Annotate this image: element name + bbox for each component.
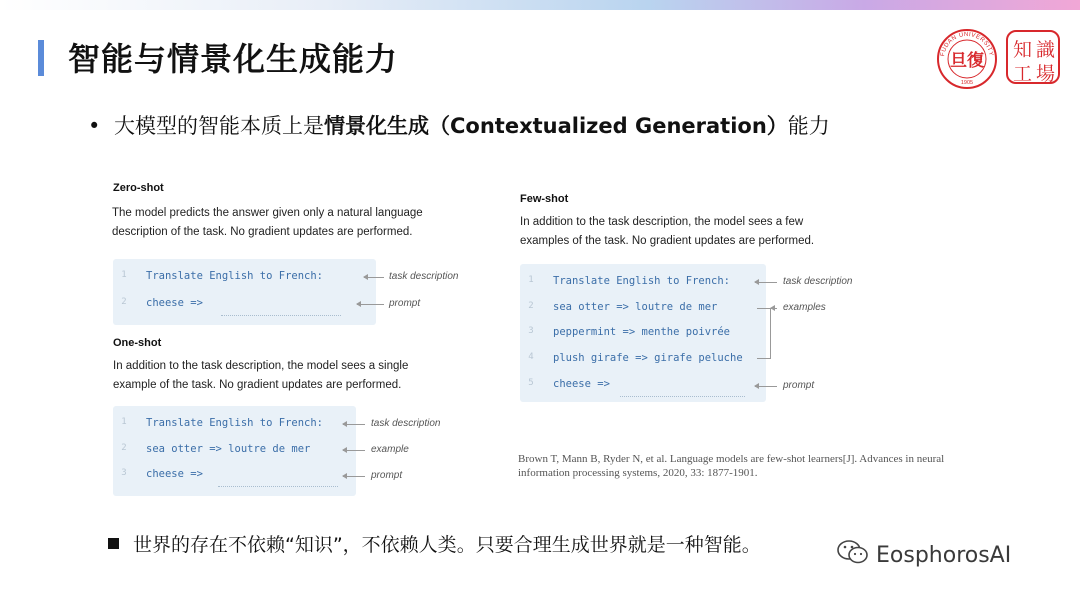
zhichang-char: 場 (1036, 63, 1056, 85)
zhichang-char: 識 (1036, 39, 1056, 61)
bullet-prefix: 大模型的智能本质上是 (114, 114, 324, 138)
annotation-label: task description (783, 276, 853, 287)
line-number: 2 (121, 297, 127, 307)
one-shot-code-box (113, 406, 356, 496)
code-text: Translate English to French: (553, 275, 731, 287)
few-shot-description (520, 213, 814, 251)
line-number: 3 (121, 468, 127, 478)
line-number: 1 (121, 270, 127, 280)
code-text: cheese => (553, 378, 610, 390)
title-accent-bar (38, 40, 44, 76)
line-number: 1 (121, 417, 127, 427)
reference-citation (518, 452, 978, 480)
annotation-arrow (343, 424, 365, 425)
annotation-arrow (343, 476, 365, 477)
annotation-arrow (755, 386, 777, 387)
fudan-logo-glyph: 旦復 (950, 51, 984, 71)
line-number: 3 (528, 326, 534, 336)
line-number: 4 (528, 352, 534, 362)
annotation-arrow (364, 277, 384, 278)
zero-shot-code-box (113, 259, 376, 325)
one-shot-desc-line: example of the task. No gradient updates are performed. (113, 379, 402, 391)
annotation-label: prompt (783, 380, 815, 391)
zhichang-char: 工 (1013, 63, 1033, 85)
one-shot-desc-line: In addition to the task description, the model sees a single (113, 360, 409, 372)
code-text: cheese => (146, 297, 203, 309)
annotation-arrow (755, 282, 777, 283)
wechat-icon (836, 539, 870, 565)
annotation-arrow (343, 450, 365, 451)
one-shot-title: One-shot (113, 337, 162, 349)
code-text: Translate English to French: (146, 417, 324, 429)
slide-title: 智能与情景化生成能力 (68, 40, 399, 78)
code-text: cheese => (146, 468, 203, 480)
code-text: Translate English to French: (146, 270, 324, 282)
code-text: sea otter => loutre de mer (553, 301, 718, 313)
one-shot-description (113, 357, 408, 395)
zero-shot-desc-line: The model predicts the answer given only a natural language (112, 207, 423, 219)
main-bullet (88, 110, 830, 140)
code-text: sea otter => loutre de mer (146, 443, 311, 455)
watermark-text: EosphorosAI (876, 543, 1012, 568)
fudan-logo-text: FUDAN UNIVERSITY (940, 31, 994, 57)
code-text: plush girafe => girafe peluche (553, 352, 743, 364)
zhichang-char: 知 (1013, 39, 1033, 61)
zero-shot-desc-line: description of the task. No gradient updates are performed. (112, 226, 413, 238)
bullet-dot: • (88, 114, 101, 138)
watermark (836, 539, 1011, 568)
annotation-label: example (371, 444, 409, 455)
line-number: 1 (528, 275, 534, 285)
annotation-label: examples (783, 302, 826, 313)
annotation-label: prompt (389, 298, 421, 309)
zero-shot-title: Zero-shot (113, 182, 164, 194)
bottom-bullet (108, 530, 761, 557)
citation-line: information processing systems, 2020, 33: 1877-1901. (518, 467, 758, 479)
few-shot-desc-line: In addition to the task description, the model sees a few (520, 216, 804, 228)
line-number: 5 (528, 378, 534, 388)
annotation-label: task description (389, 271, 459, 282)
examples-bracket (757, 308, 771, 359)
square-bullet-icon (108, 538, 119, 549)
prompt-dotted-line (221, 315, 341, 316)
top-gradient-band (0, 0, 1080, 10)
fudan-logo-year: 1905 (960, 80, 974, 86)
fudan-university-logo (936, 28, 998, 90)
bullet-suffix: 能力 (787, 114, 830, 138)
bullet-emphasis: 情景化生成（Contextualized Generation） (324, 114, 788, 138)
few-shot-desc-line: examples of the task. No gradient updates are performed. (520, 235, 815, 247)
annotation-arrow (771, 308, 777, 309)
citation-line: Brown T, Mann B, Ryder N, et al. Language models are few-shot learners[J]. Advances in neural (518, 453, 945, 465)
zero-shot-description (112, 204, 423, 242)
code-text: peppermint => menthe poivrée (553, 326, 731, 338)
annotation-arrow (357, 304, 384, 305)
few-shot-code-box (520, 264, 766, 402)
line-number: 2 (528, 301, 534, 311)
prompt-dotted-line (218, 486, 338, 487)
few-shot-title: Few-shot (520, 193, 569, 205)
zhichang-logo (1006, 30, 1060, 84)
bottom-text: 世界的存在不依赖“知识”，不依赖人类。只要合理生成世界就是一种智能。 (133, 534, 761, 556)
prompt-dotted-line (620, 396, 745, 397)
line-number: 2 (121, 443, 127, 453)
annotation-label: prompt (371, 470, 403, 481)
annotation-label: task description (371, 418, 441, 429)
